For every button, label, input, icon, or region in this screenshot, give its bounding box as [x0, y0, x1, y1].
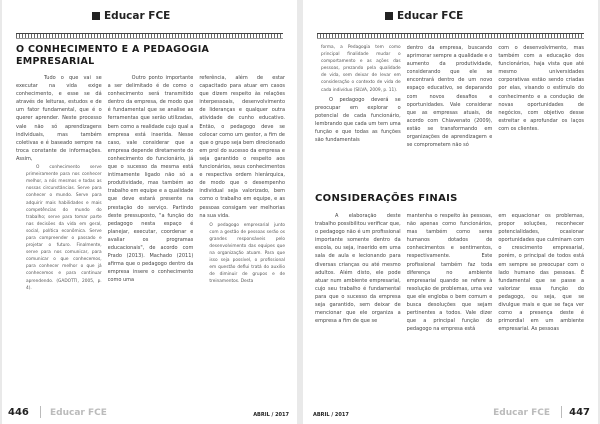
paragraph: Tudo o que vai se executar na vida exige conhecimento, e esse se dá através de leituras, estudos e de um fator fundamental, que é o querer aprender. Neste processo vale não só aprendizagens individuais, mas também coletivas e é baseado sempre na troca constante de informações. Assim,: [16, 75, 102, 162]
column-3: [498, 44, 584, 189]
article-columns: [16, 74, 285, 392]
footer-magazine: Educar FCE: [493, 408, 550, 418]
article-columns-bottom: [315, 212, 584, 392]
header-title: Educar FCE: [104, 10, 171, 22]
header-square-icon: [92, 12, 100, 20]
page-number: 447: [569, 407, 590, 418]
page-number: 446: [8, 407, 29, 418]
column-2: [407, 212, 493, 392]
header-square-icon: [385, 12, 393, 20]
paragraph: A elaboração deste trabalho possibilitou verificar que, o pedagogo não é um profissional importante somente dentro da escola, ou seja, inserido em uma sala de aula e lecionando para diversas crianças ou até mesmo adultos. Além disto, ele pode atuar num ambiente empresarial, cujo seu trabalho é fundamental para que o sucesso da empresa seja garantido, sem deixar de mencionar que ele organiza a empresa a fim de que se: [315, 213, 401, 325]
column-2: [407, 44, 493, 189]
article-columns-top: [315, 44, 584, 189]
block-quote: O pedagogo empresarial junto com a gestão de pessoas serão os grandes responsáveis pelo desenvolvimento das equipes que na organização atuam. Para que isso seja possível, o profissional em questão deflui tratá do auxílio de diminuir de grupos e de treinamentos. Desta: [209, 222, 286, 285]
footer-divider: [40, 406, 41, 418]
left-page: [2, 0, 297, 424]
header-rule: [317, 33, 584, 39]
footer-date: ABRIL / 2017: [313, 412, 349, 418]
block-quote: forma, a Pedagogia tem como principal finalidade mudar o comportamento e as ações das pessoas, prezando pela qualidade de vida, sem deixar de levar em consideração o contexto de vida de cada indivíduo (SILVA, 2009, p. 11).: [321, 45, 401, 93]
section-title: O CONHECIMENTO E A PEDAGOGIA EMPRESARIAL: [16, 44, 210, 67]
footer-date: ABRIL / 2017: [253, 412, 289, 418]
right-page: [303, 0, 598, 424]
column-3: [199, 74, 285, 392]
header-rule: [16, 33, 283, 39]
column-1: [16, 74, 102, 392]
page-footer: [303, 404, 598, 418]
paragraph: referência, além de estar capacitado para atuar em casos que dizem respeito às relações interpessoais, desenvolvimento de lideranças e qualquer outra atividade de cunho educativo. Então, o pedagogo deve se colocar como um gestor, a fim de que o grupo seja bem direcionado em prol do sucesso da empresa e seja garantido o respeito aos funcionários, seus conhecimentos e respectiva ordem hierárquica, de modo que o desempenho individual seja valorizado, bem como o trabalho em equipe, e as pessoas consigam ver melhorias na sua vida.: [199, 75, 286, 219]
paragraph: O pedagogo deverá se preocupar em explorar o potencial de cada funcionário, lembrando que cada um tem uma função e que todas as funções são fundamentais: [315, 96, 401, 144]
paragraph: com o desenvolvimento, mas também com a educação dos funcionários, haja vista que até mesmo universidades corporativas estão sendo criadas por elas, visando o estímulo do conhecimento e a condução de novas oportunidades de negócios, com objetivo desse estreitar e aprofundar os laços com os clientes.: [498, 45, 585, 132]
footer-magazine: Educar FCE: [50, 408, 107, 418]
block-quote: O conhecimento serve primeiramente para nos conhecer melhor, a nós mesmos e todas as nossas circunstâncias. Serve para conhecer o mundo. Serve para adquirir mais habilidades e mais competências do mundo do trabalho; serve para tomar parte nas decisões da vida em geral, social, política econômica. Serve para compreender o passado e projetar o futuro. Finalmente, serve para nos comunicar, para comunicar o que conhecemos, para conhecer melhor o que já conhecemos e para continuar aprendendo. (GADOTTI, 2005, p. 4).: [26, 165, 102, 291]
column-3: [498, 212, 584, 392]
paragraph: mantenha o respeito às pessoas, não apenas como funcionários, mas também como seres humanos dotados de conhecimentos e sentimentos, respectivamente. Este profissional também faz toda diferença no ambiente empresarial quando se refere à resolução de problemas, uma vez que ele engloba o bem comum e busca desoluções que sejam pertinentes a todos. Vale dizer que a principal função do pedagogo na empresa está: [406, 213, 493, 333]
magazine-header: [385, 10, 463, 22]
paragraph: dentro da empresa, buscando aprimorar sempre a qualidade e o aumento da produtividade, considerando que ele se encontrará dentro de um novo espaço educativo, se deparando com novos desafios e oportunidades. Vale considerar que as empresas atuais, de acordo com Chiavenato (2009), estão se transformando em organizações de aprendizagem e se comprometem não só: [406, 45, 493, 149]
section-title: CONSIDERAÇÕES FINAIS: [315, 193, 458, 204]
paragraph: em equacionar os problemas, propor soluções, reconhecer potencialidades, ocasionar oportunidades que culminam com o crescimento empresarial, porém, o principal de todos está em sempre se preocupar com o lado humano das pessoas. É fundamental que se passe a valorizar essa função do pedagogo, ou seja, que se divulgue mais e que se faça ver como a presença deste é primordial em um ambiente empresarial. As pessoas: [498, 213, 585, 333]
column-1: [315, 44, 401, 189]
column-1: [315, 212, 401, 392]
header-title: Educar FCE: [397, 10, 464, 22]
magazine-header: [92, 10, 170, 22]
footer-divider: [561, 406, 562, 418]
paragraph: Outro ponto importante a ser delimitado é de como o conhecimento será transmitido dentro da empresa, de modo que é fundamental que se analise as ferramentas que serão utilizadas, bem como a realidade cujo qual a empresa está inserida. Nesse caso, vale considerar que a empresa depende diretamente do conhecimento do funcionário, já que o sucesso da mesma está intimamente ligado não só a produtividade, mas também ao trabalho em equipe e a qualidade que deve estará presente na prestação do serviço. Partindo deste pressuposto, "a função do pedagogo nesta espaço é planejar, executar, coordenar e avaliar os programas educacionais", de acordo com Prado (2013). Machado (2011) afirma que o pedagogo dentro da empresa insere o conhecimento como uma: [107, 75, 194, 284]
column-2: [108, 74, 194, 392]
page-footer: [2, 404, 297, 418]
